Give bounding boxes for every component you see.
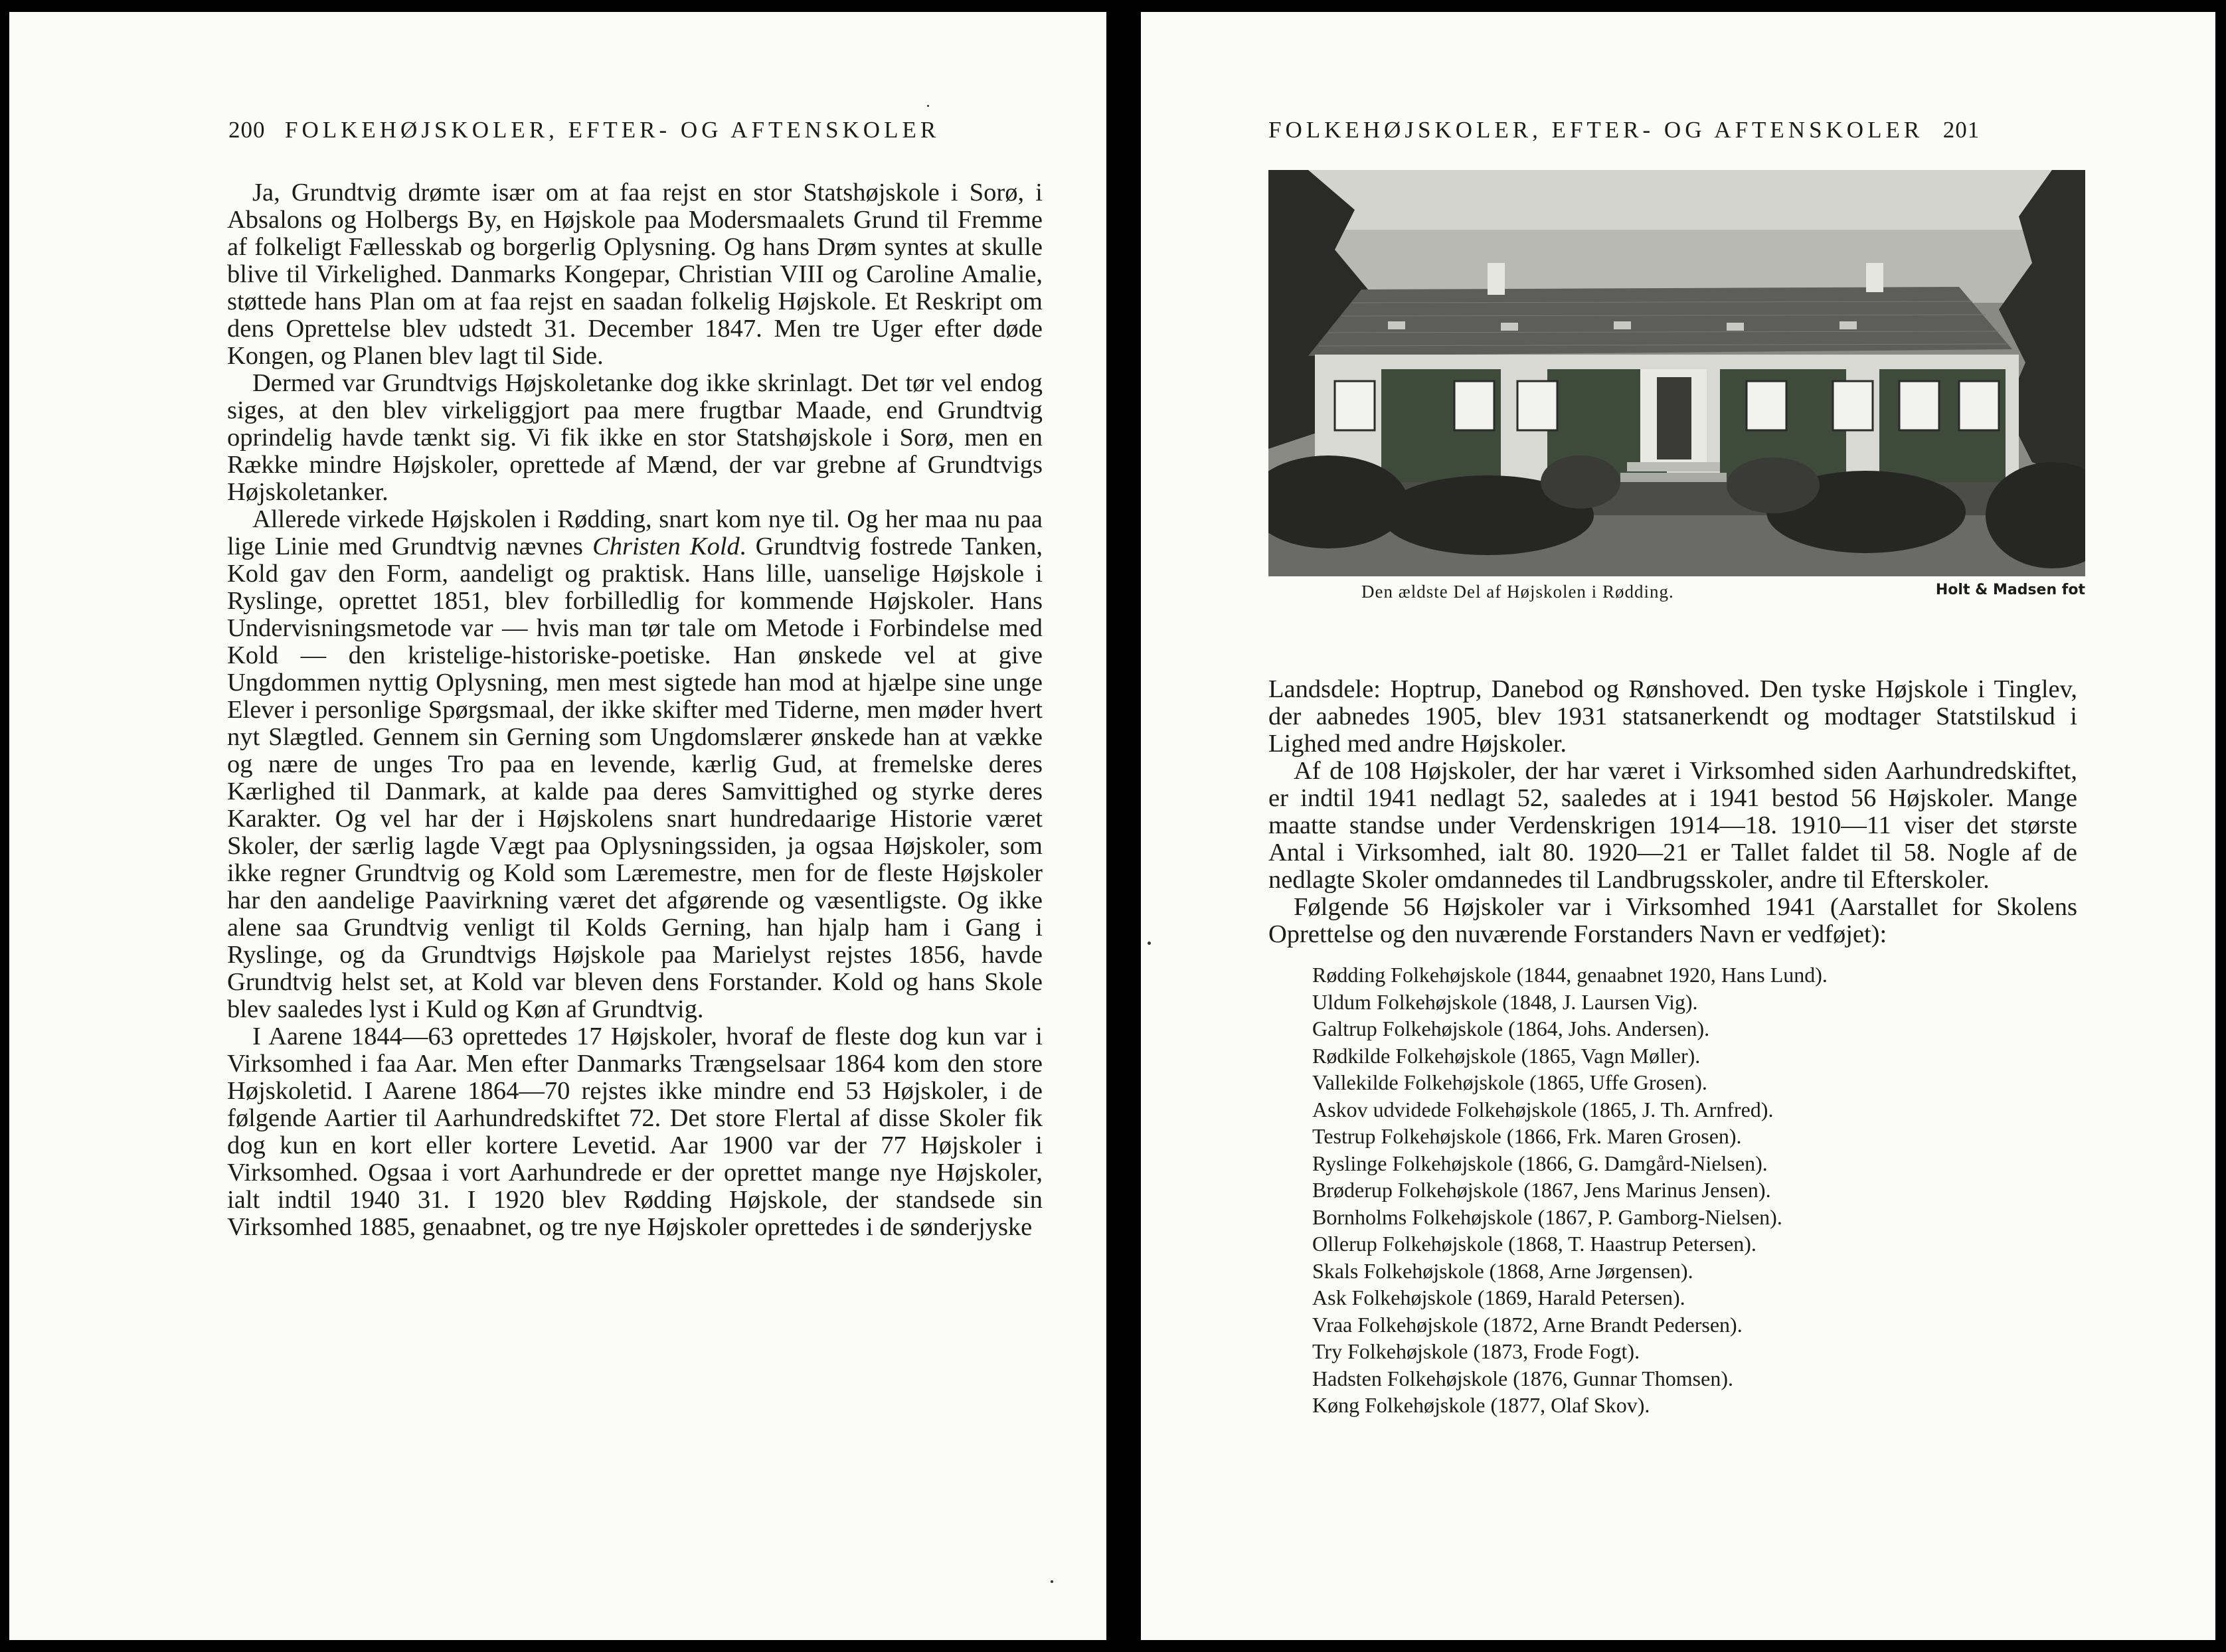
list-item: Ollerup Folkehøjskole (1868, T. Haastrup Petersen). [1312, 1232, 1756, 1256]
list-item: Skals Folkehøjskole (1868, Arne Jørgensen). [1312, 1258, 1693, 1283]
list-item: Galtrup Folkehøjskole (1864, Johs. Andersen). [1312, 1017, 1710, 1040]
list-item: Vallekilde Folkehøjskole (1865, Uffe Grosen). [1312, 1070, 1707, 1094]
schoolhouse-photo [1268, 170, 2085, 576]
running-header [228, 117, 940, 143]
paper-speck [1051, 1580, 1053, 1583]
paper-speck [1148, 942, 1151, 945]
list-item: Ask Folkehøjskole (1869, Harald Petersen). [1312, 1285, 1685, 1309]
left-page [9, 12, 1106, 1640]
paragraph: Dermed var Grundtvigs Højskoletanke dog ikke skrinlagt. Det tør vel endog siges, at den blev virkeliggjort paa mere frugtbar Maade, end Grundtvig oprindelig havde tænkt sig. Vi fik ikke en stor Statshøjskole i Sorø, men en Række mindre Højskoler, oprettede af Mænd, der var grebne af Grundtvigs Højskoletanker. [227, 369, 1043, 506]
school-list [1312, 961, 1828, 1419]
list-item: Testrup Folkehøjskole (1866, Frk. Maren Grosen). [1312, 1124, 1742, 1148]
paragraph: Ja, Grundtvig drømte især om at faa rejst en stor Statshøjskole i Sorø, i Absalons og Holbergs By, en Højskole paa Modersmaalets Grund til Fremme af folkeligt Fællesskab og borgerlig Oplysning. Og hans Drøm syntes at skulle blive til Virkelighed. Danmarks Kongepar, Christian VIII og Caroline Amalie, støttede hans Plan om at faa rejst en saadan folkelig Højskole. Et Reskript om dens Oprettelse blev udstedt 31. December 1847. Men tre Uger efter døde Kongen, og Planen blev lagt til Side. [227, 179, 1043, 370]
list-item: Rødkilde Folkehøjskole (1865, Vagn Møller). [1312, 1043, 1701, 1068]
list-item: Hadsten Folkehøjskole (1876, Gunnar Thomsen). [1312, 1366, 1733, 1390]
list-item: Ryslinge Folkehøjskole (1866, G. Damgård-Nielsen). [1312, 1151, 1768, 1175]
running-header [1268, 117, 1980, 143]
list-item: Bornholms Folkehøjskole (1867, P. Gamborg-Nielsen). [1312, 1204, 1782, 1229]
list-item: Brøderup Folkehøjskole (1867, Jens Marinus Jensen). [1312, 1178, 1771, 1202]
paragraph: Følgende 56 Højskoler var i Virksomhed 1941 (Aarstallet for Skolens Oprettelse og den nuværende Forstanders Navn er vedføjet): [1268, 893, 2077, 948]
running-head-title: FOLKEHØJSKOLER, EFTER- OG AFTENSKOLER [1268, 117, 1924, 143]
paragraph: I Aarene 1844—63 oprettedes 17 Højskoler, hvoraf de fleste dog kun var i Virksomhed i faa Aar. Men efter Danmarks Trængselsaar 1864 kom den store Højskoletid. I Aarene 1864—70 rejstes ikke mindre end 53 Højskoler, i de følgende Aartier til Aarhundredskiftet 72. Det store Flertal af disse Skoler fik dog kun en kort eller kortere Levetid. Aar 1900 var der 77 Højskoler i Virksomhed. Ogsaa i vort Aarhundrede er der oprettet mange nye Højskoler, ialt indtil 1940 31. I 1920 blev Rødding Højskole, der standsede sin Virksomhed 1885, genaabnet, og tre nye Højskoler oprettedes i de sønderjyske [227, 1023, 1043, 1241]
page-number: 200 [228, 117, 266, 143]
schoolhouse-illustration [1268, 170, 2085, 576]
paragraph: Af de 108 Højskoler, der har været i Virksomhed siden Aarhundredskiftet, er indtil 1941 nedlagt 52, saaledes at i 1941 bestod 56 Højskoler. Mange maatte standse under Verdenskrigen 1914—18. 1910—11 viser det største Antal i Virksomhed, ialt 80. 1920—21 er Tallet faldet til 58. Nogle af de nedlagte Skoler omdannedes til Landbrugsskoler, andre til Efterskoler. [1268, 757, 2077, 894]
list-item: Køng Folkehøjskole (1877, Olaf Skov). [1312, 1393, 1650, 1417]
emphasized-name: Christen Kold [592, 533, 740, 560]
list-item: Try Folkehøjskole (1873, Frode Fogt). [1312, 1339, 1640, 1363]
paragraph: Landsdele: Hoptrup, Danebod og Rønshoved. Den tyske Højskole i Tinglev, der aabnedes 1905, blev 1931 statsanerkendt og modtager Statstilskud i Lighed med andre Højskoler. [1268, 675, 2077, 758]
paragraph: Allerede virkede Højskolen i Rødding, snart kom nye til. Og her maa nu paa lige Linie med Grundtvig nævnes Christen Kold. Grundtvig fostrede Tanken, Kold gav den Form, aandeligt og praktisk. Hans lille, uanselige Højskole i Ryslinge, oprettet 1851, blev forbilledlig for kommende Højskoler. Hans Undervisningsmetode var — hvis man tør tale om Metode i Forbindelse med Kold — den kristelige-historiske-poetiske. Han ønskede vel at give Ungdommen nyttig Oplysning, men mest sigtede han mod at hjælpe sine unge Elever i personlige Spørgsmaal, der ikke skifter med Tiderne, men møder hvert nyt Slægtled. Gennem sin Gerning som Ungdomslærer ønskede han at vække og nære de unges Tro paa en levende, kærlig Gud, at fremelske deres Kærlighed til Danmark, at kalde paa deres Samvittighed og styrke deres Karakter. Og vel har der i Højskolens snart hundredaarige Historie været Skoler, der særlig lagde Vægt paa Oplysningssiden, ja ogsaa Højskoler, som ikke regner Grundtvig og Kold som Læremestre, men for de fleste Højskoler har den aandelige Paavirkning været det afgørende og væsentligste. Og ikke alene saa Grundtvig venligt til Kolds Gerning, han hjalp ham i Gang i Ryslinge, og da Grundtvigs Højskole paa Marielyst rejstes 1856, havde Grundtvig helst set, at Kold var bleven dens Forstander. Kold og hans Skole blev saaledes lyst i Kuld og Køn af Grundtvig. [227, 505, 1043, 1023]
photo-credit: Holt & Madsen fot [1935, 582, 2085, 598]
list-item: Askov udvidede Folkehøjskole (1865, J. Th. Arnfred). [1312, 1097, 1774, 1121]
page-number: 201 [1942, 117, 1980, 143]
running-head-title: FOLKEHØJSKOLER, EFTER- OG AFTENSKOLER [285, 117, 940, 143]
paper-speck [927, 105, 929, 107]
right-page [1141, 12, 2215, 1640]
photo-caption: Den ældste Del af Højskolen i Rødding. [1361, 582, 1674, 602]
list-item: Uldum Folkehøjskole (1848, J. Laursen Vig). [1312, 989, 1698, 1014]
list-item: Rødding Folkehøjskole (1844, genaabnet 1920, Hans Lund). [1312, 963, 1828, 987]
left-body-text [227, 179, 1043, 1241]
right-body-text [1268, 676, 2077, 948]
list-item: Vraa Folkehøjskole (1872, Arne Brandt Pedersen). [1312, 1312, 1743, 1337]
